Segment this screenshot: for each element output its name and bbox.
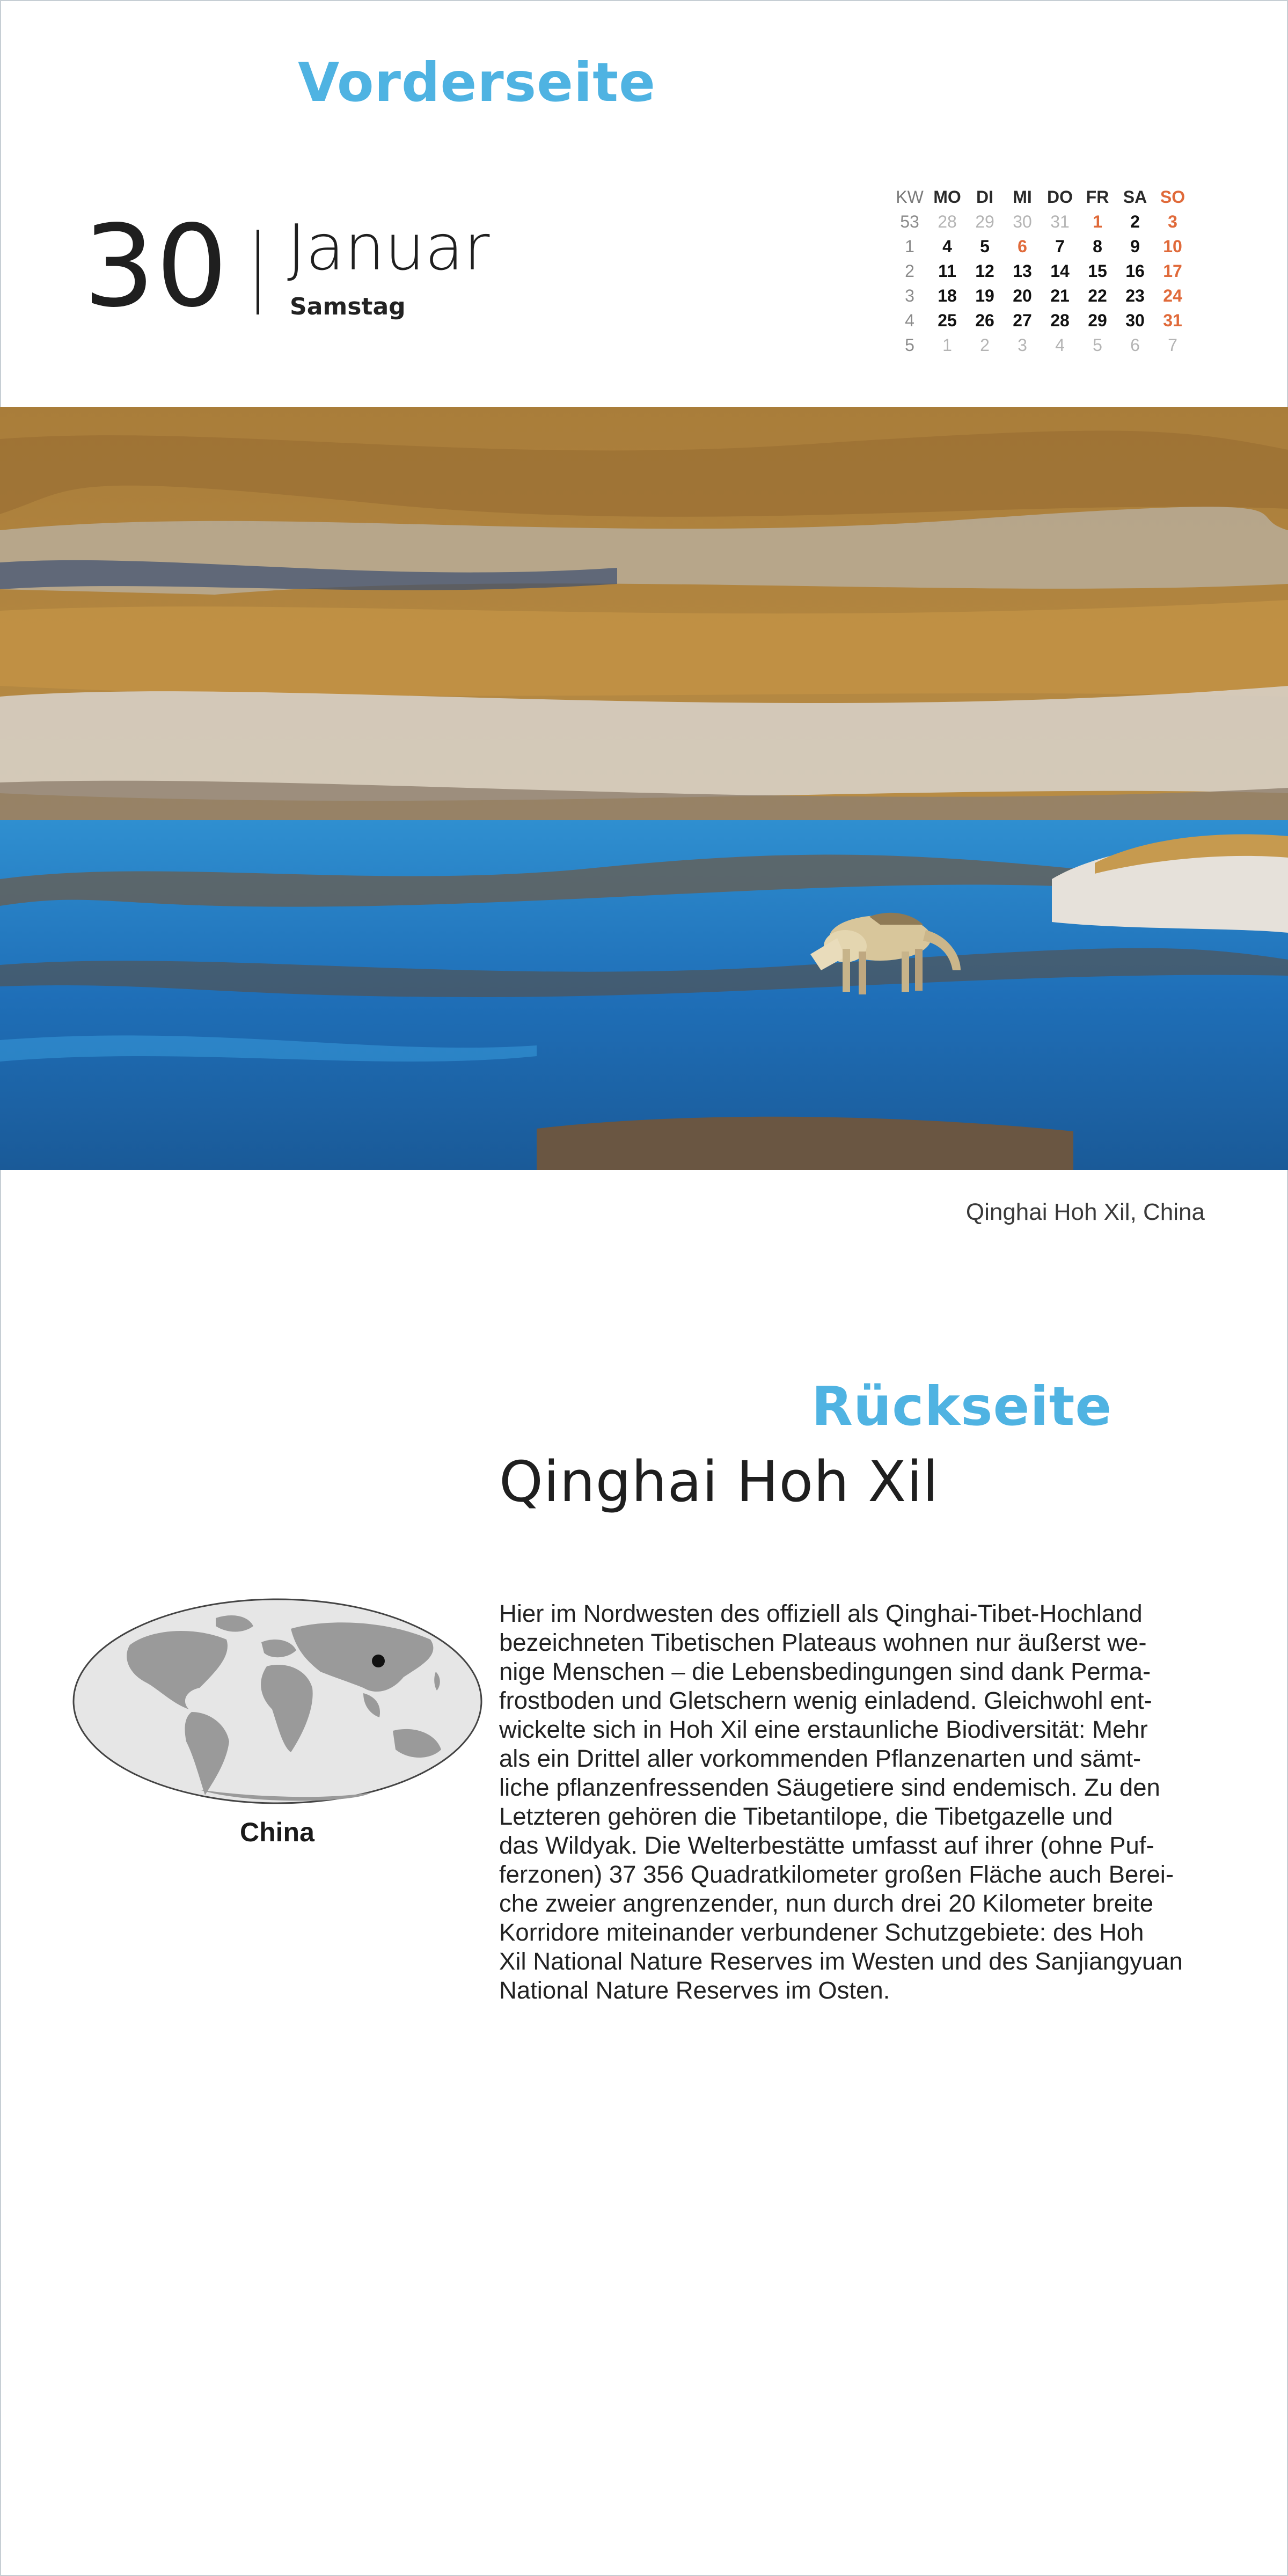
calendar-day: 5 (980, 237, 990, 256)
calendar-day: 5 (1093, 335, 1102, 355)
calendar-day: 11 (938, 261, 956, 281)
calendar-header-mo: MO (933, 187, 961, 207)
calendar-day: 22 (1088, 286, 1107, 305)
calendar-day: 7 (1168, 335, 1177, 355)
calendar-day: 2 (980, 335, 990, 355)
calendar-day: 26 (975, 311, 994, 330)
article-body-line: wickelte sich in Hoh Xil eine erstaunliche Biodiversität: Mehr (499, 1716, 1148, 1743)
calendar-day: 31 (1050, 212, 1070, 231)
calendar-week-row (891, 209, 1191, 234)
calendar-day: 18 (938, 286, 957, 305)
calendar-day: 9 (1130, 237, 1140, 256)
calendar-day: 1 (942, 335, 952, 355)
calendar-day: 16 (1125, 261, 1145, 281)
article-body-line: ferzonen) 37 356 Quadratkilometer großen Fläche auch Berei- (499, 1861, 1174, 1888)
article-body-line: National Nature Reserves im Osten. (499, 1977, 890, 2004)
front-side-label: Vorderseite (298, 51, 656, 114)
calendar-header-so: SO (1160, 187, 1185, 207)
article-body-line: frostboden und Gletschern wenig einladend. Gleichwohl ent- (499, 1687, 1152, 1714)
map-label: China (240, 1817, 314, 1847)
calendar-header-kw: KW (896, 187, 924, 207)
calendar-day: 13 (1013, 261, 1032, 281)
calendar-day: 12 (975, 261, 994, 281)
calendar-day-sunday: 17 (1163, 261, 1182, 281)
calendar-week-row (891, 308, 1191, 333)
date-divider (257, 230, 259, 314)
calendar-header-sa: SA (1123, 187, 1147, 207)
article-body-line: liche pflanzenfressenden Säugetiere sind endemisch. Zu den (499, 1774, 1160, 1801)
calendar-day: 4 (942, 237, 952, 256)
calendar-day: 14 (1050, 261, 1070, 281)
article-body-line: Letzteren gehören die Tibetantilope, die Tibetgazelle und (499, 1803, 1113, 1830)
calendar-day: 7 (1055, 237, 1065, 256)
calendar-day: 28 (938, 212, 957, 231)
calendar-day: 21 (1050, 286, 1070, 305)
calendar-day: 23 (1125, 286, 1145, 305)
calendar-header-do: DO (1047, 187, 1073, 207)
calendar-week-row (891, 259, 1191, 283)
calendar-day-sunday: 24 (1163, 286, 1182, 305)
article-body-line: das Wildyak. Die Welterbestätte umfasst auf ihrer (ohne Puf- (499, 1832, 1154, 1859)
calendar-week-number: 53 (900, 212, 919, 231)
calendar-day-holiday: 6 (1018, 237, 1027, 256)
world-map (71, 1597, 484, 1813)
mini-calendar (891, 185, 1191, 357)
calendar-day-selected: 30 (1125, 311, 1145, 330)
calendar-week-number: 5 (905, 335, 914, 355)
article-body-line: Xil National Nature Reserves im Westen und des Sanjiangyuan (499, 1948, 1183, 1975)
calendar-day: 4 (1055, 335, 1065, 355)
calendar-week-number: 3 (905, 286, 914, 305)
calendar-header-fr: FR (1086, 187, 1109, 207)
calendar-day: 6 (1130, 335, 1140, 355)
weekday-name: Samstag (290, 293, 406, 320)
calendar-day: 3 (1018, 335, 1027, 355)
calendar-day: 29 (1088, 311, 1107, 330)
photo-caption: Qinghai Hoh Xil, China (965, 1199, 1205, 1225)
calendar-week-number: 1 (905, 237, 914, 256)
article-body-line: che zweier angrenzender, nun durch drei 20 Kilometer breite (499, 1890, 1154, 1917)
calendar-day: 28 (1050, 311, 1070, 330)
calendar-day-holiday: 1 (1093, 212, 1102, 231)
calendar-day-sunday: 31 (1163, 311, 1182, 330)
calendar-week-row (891, 283, 1191, 308)
calendar-day: 15 (1088, 261, 1107, 281)
calendar-header-di: DI (976, 187, 993, 207)
back-side-label: Rückseite (811, 1375, 1113, 1438)
calendar-day: 29 (975, 212, 994, 231)
calendar-day: 20 (1013, 286, 1032, 305)
calendar-week-row (891, 234, 1191, 259)
calendar-day: 8 (1093, 237, 1102, 256)
calendar-day: 19 (975, 286, 994, 305)
article-title: Qinghai Hoh Xil (499, 1449, 939, 1514)
landscape-photo (0, 407, 1288, 1170)
calendar-day: 30 (1013, 212, 1032, 231)
calendar-week-number: 4 (905, 311, 914, 330)
article-body-line: Hier im Nordwesten des offiziell als Qinghai-Tibet-Hochland (499, 1600, 1143, 1627)
month-name: Januar (287, 210, 490, 284)
calendar-day: 27 (1013, 311, 1032, 330)
calendar-day: 25 (938, 311, 957, 330)
day-number: 30 (83, 201, 229, 332)
article-body-line: nige Menschen – die Lebensbedingungen sind dank Perma- (499, 1658, 1151, 1685)
calendar-header-mi: MI (1013, 187, 1032, 207)
article-body-line: als ein Drittel aller vorkommenden Pflanzenarten und sämt- (499, 1745, 1141, 1772)
article-body-line: Korridore miteinander verbundener Schutzgebiete: des Hoh (499, 1919, 1144, 1946)
calendar-week-number: 2 (905, 261, 914, 281)
calendar-day: 2 (1130, 212, 1140, 231)
article-body (499, 1599, 1206, 2005)
calendar-week-row (891, 333, 1191, 357)
article-body-line: bezeichneten Tibetischen Plateaus wohnen nur äußerst we- (499, 1629, 1147, 1656)
calendar-header-row (891, 185, 1191, 209)
calendar-day-sunday: 3 (1168, 212, 1177, 231)
calendar-day-sunday: 10 (1163, 237, 1182, 256)
location-marker-icon (372, 1655, 385, 1667)
